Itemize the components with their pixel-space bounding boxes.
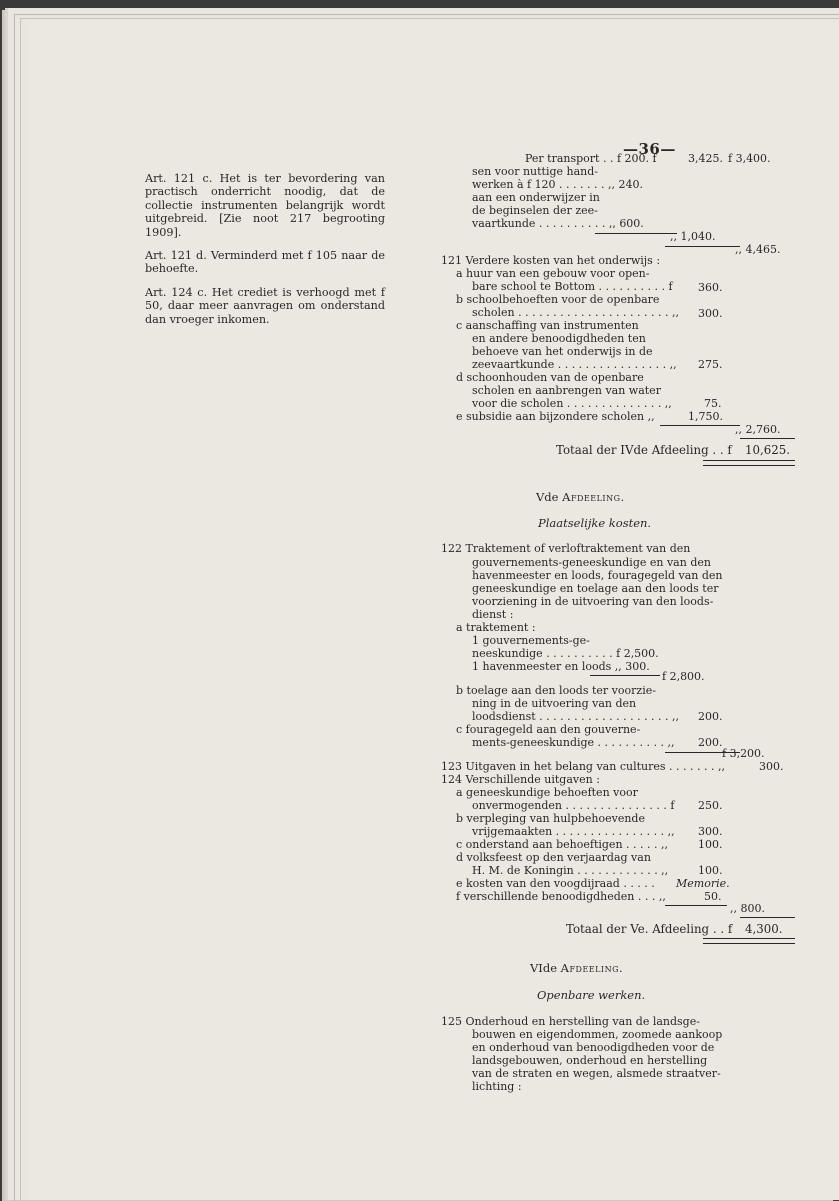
page-number: —36— [623, 140, 676, 158]
item-line: ning in de uitvoering van den [472, 697, 637, 710]
total-vde-amount: 4,300. [745, 922, 783, 936]
amount: ,, 2,760. [735, 423, 781, 436]
item-line: 1 gouvernements-ge- [472, 634, 590, 647]
transport-line: Per transport . . f 200. f [525, 152, 657, 165]
double-rule [703, 938, 795, 944]
amount: 1,750. [688, 410, 723, 423]
item-line: van de straten en wegen, alsmede straatver- [472, 1067, 721, 1080]
amount: 300. [698, 307, 723, 320]
total-ivde: Totaal der IVde Afdeeling . . f [556, 443, 732, 457]
amount-memorie: Memorie. [676, 877, 730, 890]
amount: f 3,400. [728, 152, 771, 165]
item-line: behoeve van het onderwijs in de [472, 345, 653, 358]
section-vi-subheading: Openbare werken. [537, 988, 646, 1002]
item-line: en onderhoud van benoodigdheden voor de [472, 1041, 715, 1054]
amount: 200. [698, 736, 723, 749]
section-v-subheading: Plaatselijke kosten. [538, 516, 652, 530]
rule [665, 905, 727, 906]
article-122: 122 Traktement of verloftraktement van den [441, 542, 691, 555]
rule [595, 233, 677, 234]
item-line: neeskundige . . . . . . . . . . f 2,500. [472, 647, 659, 660]
article-125: 125 Onderhoud en herstelling van de landsge- [441, 1015, 700, 1028]
item-line: bare school te Bottom . . . . . . . . . . f [472, 280, 673, 293]
rule [665, 246, 740, 247]
article-124: 124 Verschillende uitgaven : [441, 773, 600, 786]
amount: 75. [704, 397, 722, 410]
note-art-121c: Art. 121 c. Het is ter bevordering van practisch onderricht noodig, dat de collectie instrumenten belangrijk wordt uitgebreid. [Zie noot 217 begrooting 1909]. [145, 172, 385, 239]
amount: 250. [698, 799, 723, 812]
heading-word: Afdeeling. [560, 961, 624, 975]
heading-prefix: VIde [530, 961, 558, 975]
item-line: de beginselen der zee- [472, 204, 598, 217]
item-line: a traktement : [456, 621, 536, 634]
amount: 275. [698, 358, 723, 371]
amount: 300. [698, 825, 723, 838]
item-line: sen voor nuttige hand- [472, 165, 599, 178]
item-line: vrijgemaakten . . . . . . . . . . . . . . . . ,, [472, 825, 675, 838]
item-line: lichting : [472, 1080, 522, 1093]
amount: 100. [698, 864, 723, 877]
item-line: loodsdienst . . . . . . . . . . . . . . . . . . . ,, [472, 710, 680, 723]
item-line: landsgebouwen, onderhoud en herstelling [472, 1054, 708, 1067]
amount: 300. [759, 760, 784, 773]
section-vi-heading [530, 962, 623, 975]
rule [660, 425, 740, 426]
amount: 3,425. [688, 152, 723, 165]
item-line: e subsidie aan bijzondere scholen ,, [456, 410, 655, 423]
item-line: d schoonhouden van de openbare [456, 371, 644, 384]
item-line: f verschillende benoodigdheden . . . ,, [456, 890, 666, 903]
item-line: onvermogenden . . . . . . . . . . . . . . . f [472, 799, 675, 812]
amount: f 3,200. [722, 747, 765, 760]
item-line: b verpleging van hulpbehoevende [456, 812, 645, 825]
total-vde: Totaal der Ve. Afdeeling . . f [566, 922, 733, 936]
amount: 360. [698, 281, 723, 294]
article-121: 121 Verdere kosten van het onderwijs : [441, 254, 661, 267]
item-line: 1 havenmeester en loods ,, 300. [472, 660, 650, 673]
item-line: c fouragegeld aan den gouverne- [456, 723, 641, 736]
item-line: b schoolbehoeften voor de openbare [456, 293, 660, 306]
item-line: a huur van een gebouw voor open- [456, 267, 650, 280]
item-line: vaartkunde . . . . . . . . . . ,, 600. [472, 217, 644, 230]
amount: 100. [698, 838, 723, 851]
rule [740, 917, 795, 918]
amount: 200. [698, 710, 723, 723]
item-line: geneeskundige en toelage aan den loods ter [472, 582, 719, 595]
total-ivde-amount: 10,625. [745, 443, 791, 457]
item-line: werken à f 120 . . . . . . . ,, 240. [472, 178, 643, 191]
item-line: gouvernements-geneeskundige en van den [472, 556, 711, 569]
item-line: e kosten van den voogdijraad . . . . . [456, 877, 655, 890]
item-line: b toelage aan den loods ter voorzie- [456, 684, 656, 697]
item-line: voor die scholen . . . . . . . . . . . . . . ,, [472, 397, 672, 410]
double-rule [703, 460, 795, 466]
item-line: bouwen en eigendommen, zoomede aankoop [472, 1028, 723, 1041]
item-line: aan een onderwijzer in [472, 191, 600, 204]
heading-word: Afdeeling. [562, 490, 625, 504]
note-art-121d: Art. 121 d. Verminderd met f 105 naar de behoefte. [145, 249, 385, 276]
article-123: 123 Uitgaven in het belang van cultures . . . . . . . ,, [441, 760, 725, 773]
amount: 50. [704, 890, 722, 903]
item-line: en andere benoodigdheden ten [472, 332, 646, 345]
item-line: scholen en aanbrengen van water [472, 384, 661, 397]
item-line: scholen . . . . . . . . . . . . . . . . . . . . . . ,, [472, 306, 679, 319]
item-line: ments-geneeskundige . . . . . . . . . . ,, [472, 736, 675, 749]
amount: ,, 4,465. [735, 243, 781, 256]
amount: ,, 1,040. [670, 230, 716, 243]
heading-prefix: Vde [536, 490, 559, 504]
item-line: d volksfeest op den verjaardag van [456, 851, 651, 864]
item-line: c aanschaffing van instrumenten [456, 319, 639, 332]
item-line: zeevaartkunde . . . . . . . . . . . . . . . . ,, [472, 358, 677, 371]
item-line: c onderstand aan behoeftigen . . . . . ,, [456, 838, 668, 851]
item-line: voorziening in de uitvoering van den loods- [472, 595, 714, 608]
note-art-124c: Art. 124 c. Het crediet is verhoogd met f 50, daar meer aanvragen om onderstand dan vroeger inkomen. [145, 285, 385, 326]
section-v-heading [536, 491, 625, 504]
item-line: H. M. de Koningin . . . . . . . . . . . . ,, [472, 864, 669, 877]
item-line: havenmeester en loods, fouragegeld van den [472, 569, 723, 582]
item-line: a geneeskundige behoeften voor [456, 786, 638, 799]
amount: f 2,800. [662, 670, 705, 683]
amount: ,, 800. [730, 902, 765, 915]
rule [590, 675, 660, 676]
item-line: dienst : [472, 608, 514, 621]
rule [740, 438, 795, 439]
